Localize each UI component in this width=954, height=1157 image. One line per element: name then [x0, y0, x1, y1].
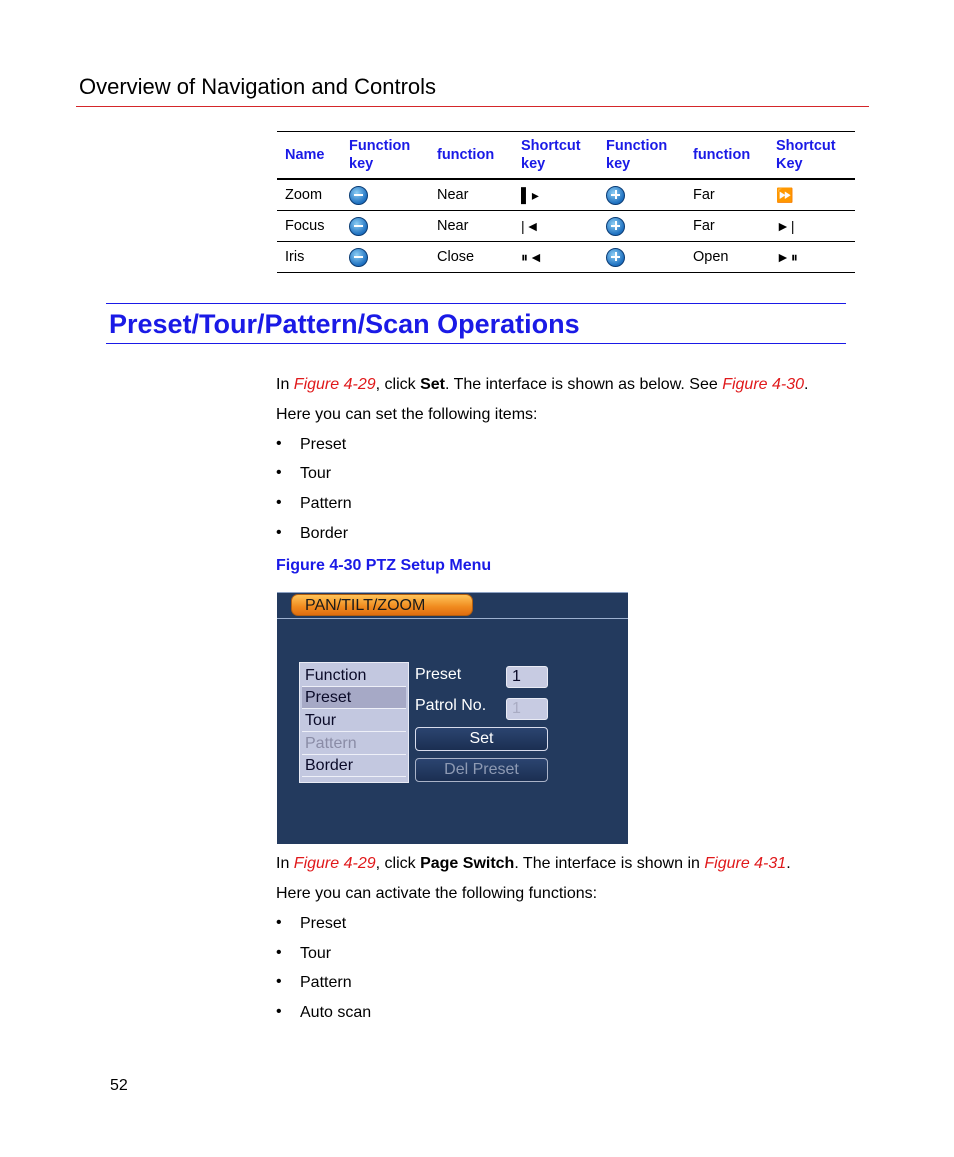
- section-rule-top: [106, 303, 846, 304]
- shortcut-glyph: ⏩: [776, 186, 795, 203]
- text: , click: [375, 376, 421, 393]
- function-cell: Far: [685, 179, 768, 211]
- ptz-title-tab: PAN/TILT/ZOOM: [291, 594, 473, 616]
- list-item-text: Auto scan: [300, 1004, 372, 1021]
- ptz-list-item-preset[interactable]: Preset: [302, 687, 406, 709]
- function-key-cell: [598, 242, 685, 273]
- function-cell: Near: [429, 179, 513, 211]
- col-header-shortcut-key: Shortcut key: [513, 132, 598, 180]
- plus-icon: [606, 186, 625, 205]
- figure-ref-link[interactable]: Figure 4-31: [704, 855, 787, 872]
- list-item-text: Border: [300, 525, 349, 542]
- set-button[interactable]: Set: [415, 727, 548, 751]
- patrol-no-input[interactable]: 1: [506, 698, 548, 720]
- minus-icon: [349, 217, 368, 236]
- shortcut-cell: [513, 179, 598, 211]
- shortcut-cell: [768, 211, 855, 242]
- shortcut-glyph: ►|: [776, 217, 796, 234]
- col-header-function-key: Function key: [341, 132, 429, 180]
- text: , click: [375, 855, 421, 872]
- shortcut-cell: [768, 242, 855, 273]
- ptz-setup-menu: [277, 592, 628, 844]
- table-row: [277, 179, 855, 211]
- minus-icon: [349, 248, 368, 267]
- shortcut-cell: [513, 211, 598, 242]
- list-item-text: Pattern: [300, 974, 352, 991]
- shortcut-glyph: ▌▸: [521, 186, 540, 203]
- row-name: Zoom: [277, 179, 341, 211]
- ptz-function-list: [299, 662, 409, 783]
- figure-ref-link[interactable]: Figure 4-29: [293, 855, 376, 872]
- text: .: [804, 376, 809, 393]
- text: In: [276, 376, 294, 393]
- bullet-icon: •: [276, 524, 282, 541]
- col-header-function-key-2: Function key: [598, 132, 685, 180]
- keys-table: [277, 131, 855, 273]
- bullet-icon: •: [276, 494, 282, 511]
- row-name: Iris: [277, 242, 341, 273]
- text: In: [276, 855, 294, 872]
- col-header-shortcut-key-2: Shortcut Key: [768, 132, 855, 180]
- list-item-text: Tour: [300, 945, 332, 962]
- preset-input[interactable]: 1: [506, 666, 548, 688]
- text: .: [786, 855, 791, 872]
- header-rule: [76, 106, 869, 107]
- paragraph-set-items: Here you can set the following items:: [276, 406, 538, 423]
- list-item-text: Tour: [300, 465, 332, 482]
- paragraph-set-intro: [276, 375, 808, 395]
- function-key-cell: [598, 179, 685, 211]
- bullet-icon: •: [276, 944, 282, 961]
- shortcut-cell: [768, 179, 855, 211]
- list-item-text: Pattern: [300, 495, 352, 512]
- ptz-list-item-pattern[interactable]: Pattern: [302, 733, 406, 755]
- del-preset-button[interactable]: Del Preset: [415, 758, 548, 782]
- col-header-function: function: [429, 132, 513, 180]
- bullet-icon: •: [276, 435, 282, 452]
- ptz-list-item-border[interactable]: Border: [302, 755, 406, 777]
- preset-label: Preset: [415, 666, 462, 683]
- text: . The interface is shown as below. See: [444, 376, 723, 393]
- function-key-cell: [341, 179, 429, 211]
- function-key-cell: [341, 211, 429, 242]
- page-number: 52: [110, 1077, 128, 1094]
- figure-caption: Figure 4-30 PTZ Setup Menu: [276, 557, 492, 574]
- table-row: [277, 211, 855, 242]
- bold-term: Set: [420, 376, 445, 393]
- table-row: [277, 242, 855, 273]
- paragraph-page-switch: [276, 854, 791, 874]
- shortcut-glyph: ►⏸: [776, 248, 799, 265]
- text: . The interface is shown in: [514, 855, 705, 872]
- list-item-text: Preset: [300, 915, 347, 932]
- paragraph-activate-functions: Here you can activate the following functions:: [276, 885, 598, 902]
- plus-icon: [606, 217, 625, 236]
- shortcut-cell: [513, 242, 598, 273]
- function-key-cell: [341, 242, 429, 273]
- shortcut-glyph: |◄: [521, 217, 541, 234]
- ptz-list-item-tour[interactable]: Tour: [302, 710, 406, 732]
- function-cell: Close: [429, 242, 513, 273]
- list-item-text: Preset: [300, 436, 347, 453]
- ptz-list-header: Function: [302, 665, 406, 687]
- function-key-cell: [598, 211, 685, 242]
- col-header-name: Name: [277, 132, 341, 180]
- patrol-no-label: Patrol No.: [415, 697, 487, 714]
- figure-ref-link[interactable]: Figure 4-29: [293, 376, 376, 393]
- function-cell: Open: [685, 242, 768, 273]
- bullet-icon: •: [276, 464, 282, 481]
- row-name: Focus: [277, 211, 341, 242]
- bold-term: Page Switch: [420, 855, 515, 872]
- bullet-icon: •: [276, 914, 282, 931]
- section-rule-bottom: [106, 343, 846, 344]
- function-cell: Near: [429, 211, 513, 242]
- bullet-icon: •: [276, 1003, 282, 1020]
- plus-icon: [606, 248, 625, 267]
- bullet-icon: •: [276, 973, 282, 990]
- function-cell: Far: [685, 211, 768, 242]
- shortcut-glyph: ⏸◄: [521, 248, 544, 265]
- minus-icon: [349, 186, 368, 205]
- running-header: Overview of Navigation and Controls: [79, 74, 437, 99]
- section-title: Preset/Tour/Pattern/Scan Operations: [109, 309, 580, 339]
- keys-table-header-row: [277, 132, 855, 180]
- figure-ref-link[interactable]: Figure 4-30: [722, 376, 805, 393]
- col-header-function-2: function: [685, 132, 768, 180]
- ptz-title-divider: [277, 618, 628, 619]
